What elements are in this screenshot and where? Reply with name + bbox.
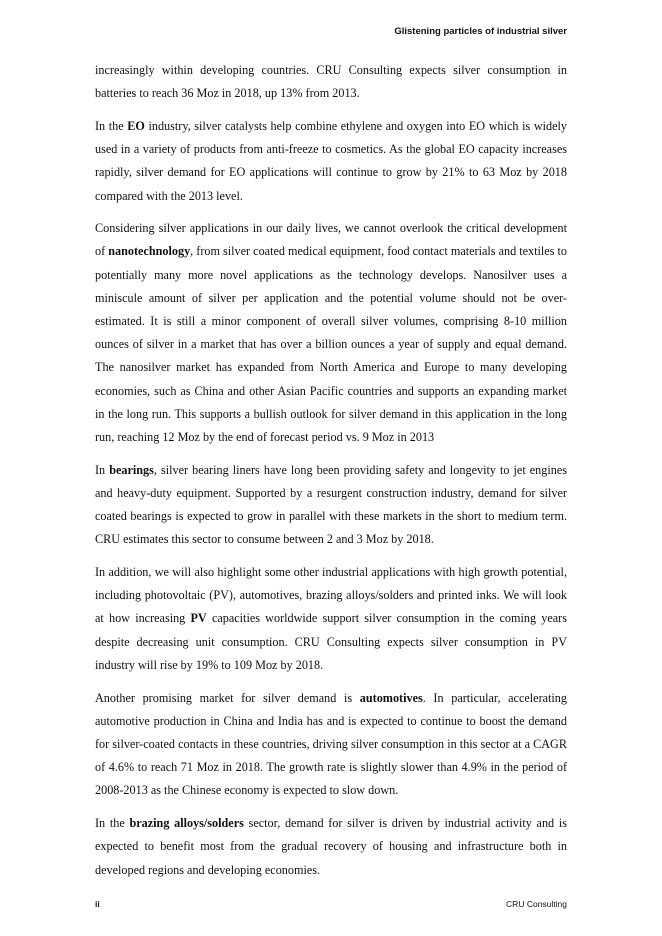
page-number: ii: [95, 899, 100, 909]
text-run: industry, silver catalysts help combine ethylene and oxygen into EO which is widely used in a variety of products from anti-freeze to cosmetics. As the global EO capacity increases rapidly, silver demand for EO applications will continue to grow by 21% to 63 Moz by 2018 compared with the 2013 level.: [95, 118, 567, 203]
text-run: , from silver coated medical equipment, food contact materials and textiles to potentially many more novel applications as the technology develops. Nanosilver uses a miniscule amount of silver per application and the potential volume should not be over-estimated. It is still a minor component of overall silver volumes, comprising 8-10 million ounces of silver in a market that has over a billion ounces a year of supply and equal demand. The nanosilver market has expanded from North America and Europe to many developing economies, such as China and other Asian Pacific countries and supports an expanding market in the long run. This supports a bullish outlook for silver demand in this application in the long run, reaching 12 Moz by the end of forecast period vs. 9 Moz in 2013: [95, 244, 567, 445]
paragraph-automotives: [95, 687, 567, 803]
keyword-pv: PV: [190, 611, 207, 626]
running-header: Glistening particles of industrial silver: [394, 26, 567, 37]
text-run: increasingly within developing countries. CRU Consulting expects silver consumption in batteries to reach 36 Moz in 2018, up 13% from 2013.: [95, 63, 567, 101]
paragraph-eo: [95, 115, 567, 208]
text-run: Another promising market for silver demand is: [95, 690, 360, 705]
footer-publisher: CRU Consulting: [506, 899, 567, 909]
keyword-bearings: bearings: [109, 462, 154, 477]
text-run: capacities worldwide support silver consumption in the coming years despite decreasing unit consumption. CRU Consulting expects silver consumption in PV industry will rise by 19% to 109 Moz by 2018.: [95, 611, 567, 672]
paragraph-batteries: [95, 59, 567, 105]
text-run: sector, demand for silver is driven by industrial activity and is expected to benefit most from the gradual recovery of housing and infrastructure both in developed regions and developing economies.: [95, 816, 567, 877]
keyword-brazing-alloys-solders: brazing alloys/solders: [129, 816, 244, 831]
text-run: . In particular, accelerating automotive production in China and India has and is expected to continue to boost the demand for silver-coated contacts in these countries, driving silver consumption in this sector at a CAGR of 4.6% to reach 71 Moz in 2018. The growth rate is slightly slower than 4.9% in the period of 2008-2013 as the Chinese economy is expected to slow down.: [95, 690, 567, 798]
paragraph-pv: [95, 561, 567, 677]
keyword-eo: EO: [127, 118, 145, 133]
text-run: , silver bearing liners have long been providing safety and longevity to jet engines and heavy-duty equipment. Supported by a resurgent construction industry, demand for silver coated bearings is expected to grow in parallel with these markets in the short to medium term. CRU estimates this sector to consume between 2 and 3 Moz by 2018.: [95, 462, 567, 547]
paragraph-brazing: [95, 812, 567, 882]
text-run: Considering silver applications in our daily lives, we cannot overlook the critical development of: [95, 221, 567, 259]
text-run: In the: [95, 118, 128, 133]
paragraph-bearings: [95, 459, 567, 552]
running-footer: [95, 899, 567, 909]
paragraph-nanotechnology: [95, 217, 567, 449]
text-run: In the: [95, 816, 130, 831]
body-text: [95, 59, 567, 891]
text-run: In addition, we will also highlight some other industrial applications with high growth potential, including photovoltaic (PV), automotives, brazing alloys/solders and printed inks. We will look at how increasing: [95, 565, 567, 626]
keyword-automotives: automotives: [359, 690, 423, 705]
text-run: In: [95, 462, 110, 477]
keyword-nanotechnology: nanotechnology: [108, 244, 191, 259]
